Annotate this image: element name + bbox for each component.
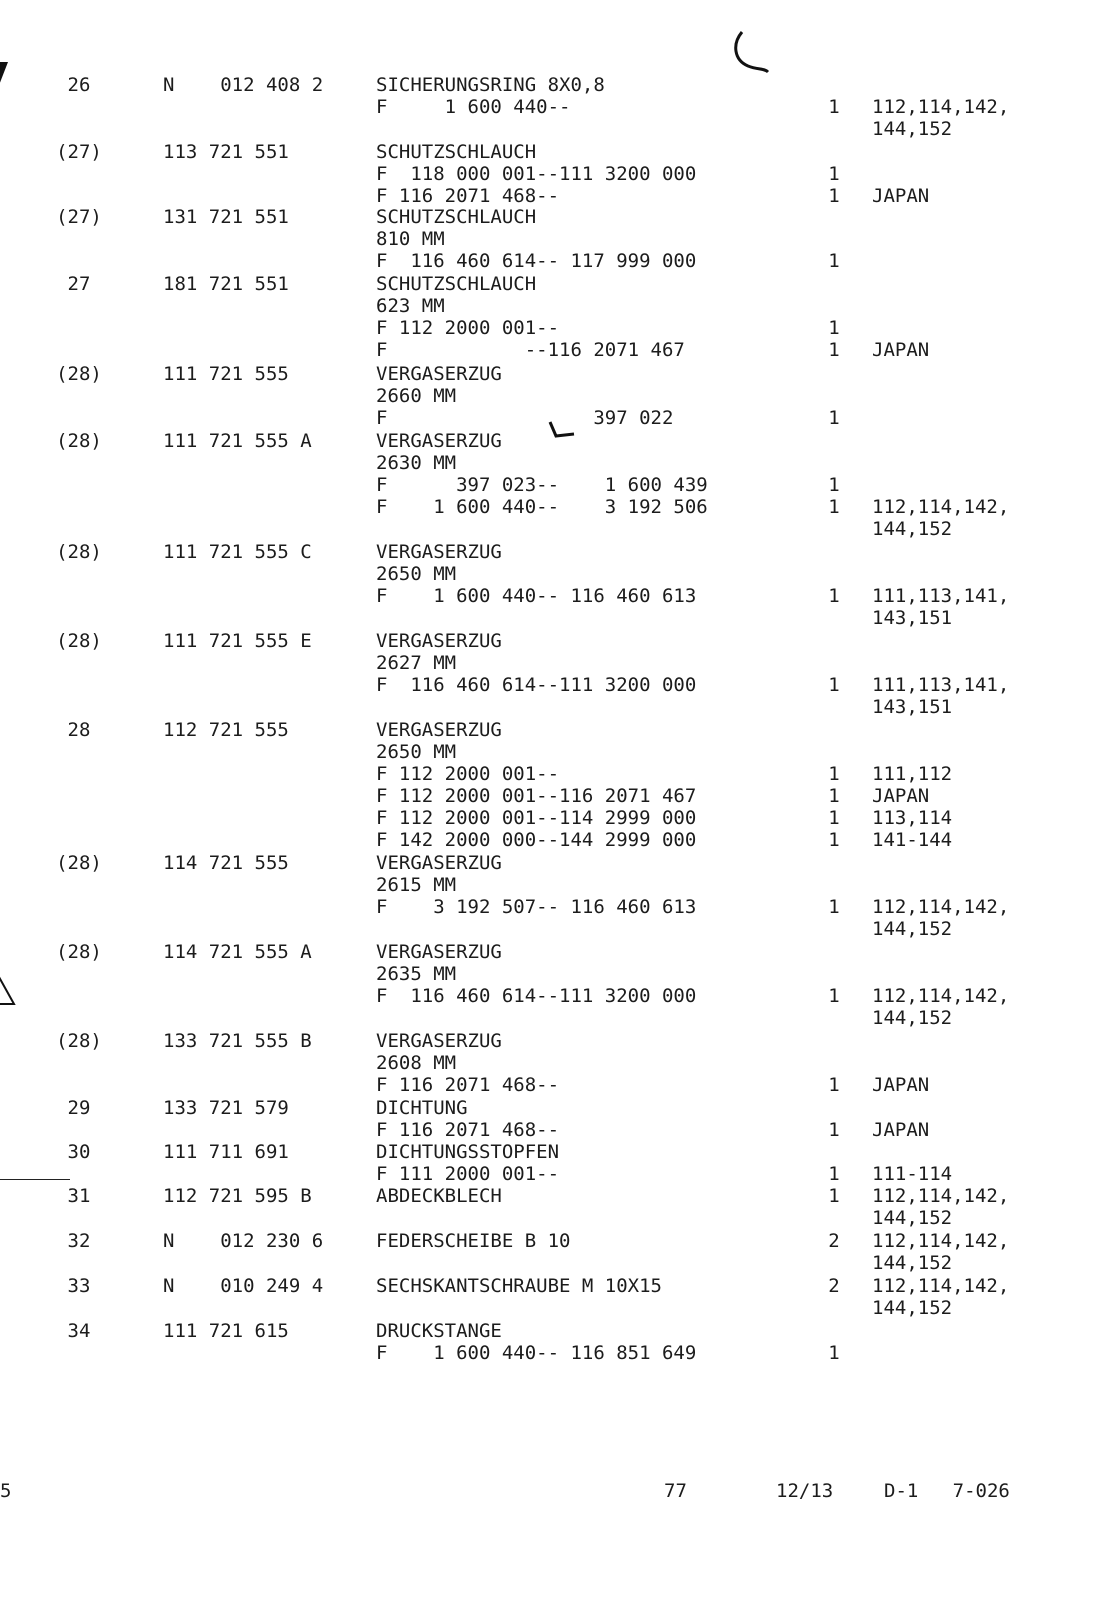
entry-line <box>0 1230 1109 1252</box>
entry-line <box>0 385 1109 407</box>
parts-entry <box>0 1320 1109 1364</box>
model-note: 144,152 <box>872 1207 953 1229</box>
part-description: F 112 2000 001-- <box>376 763 560 785</box>
part-number: 111 711 691 <box>163 1141 289 1163</box>
entry-line <box>0 163 1109 185</box>
entry-line <box>0 1097 1109 1119</box>
part-description: 2660 MM <box>376 385 457 407</box>
part-description: VERGASERZUG <box>376 630 502 652</box>
item-position: 32 <box>67 1230 91 1252</box>
parts-entry <box>0 941 1109 1029</box>
part-number: 112 721 555 <box>163 719 289 741</box>
entry-line <box>0 1185 1109 1207</box>
parts-entry <box>0 1030 1109 1096</box>
part-description: F 112 2000 001--114 2999 000 <box>376 807 697 829</box>
entry-line <box>0 741 1109 763</box>
part-number: 114 721 555 A <box>163 941 312 963</box>
quantity: 1 <box>828 1119 840 1141</box>
entry-line <box>0 1275 1109 1297</box>
part-number: 131 721 551 <box>163 206 289 228</box>
part-description: F 116 2071 468-- <box>376 185 560 207</box>
part-number: N 012 230 6 <box>163 1230 324 1252</box>
entry-line <box>0 719 1109 741</box>
parts-entry <box>0 430 1109 540</box>
part-description: SCHUTZSCHLAUCH <box>376 273 537 295</box>
entry-line <box>0 696 1109 718</box>
quantity: 1 <box>828 785 840 807</box>
entry-line <box>0 763 1109 785</box>
parts-entry <box>0 141 1109 207</box>
quantity: 2 <box>828 1275 840 1297</box>
parts-entry <box>0 719 1109 851</box>
model-note: 111,113,141, <box>872 674 1010 696</box>
entry-line <box>0 228 1109 250</box>
parts-entry <box>0 1185 1109 1229</box>
quantity: 2 <box>828 1230 840 1252</box>
part-description: DRUCKSTANGE <box>376 1320 502 1342</box>
model-note: 113,114 <box>872 807 953 829</box>
entry-line <box>0 985 1109 1007</box>
model-note: 112,114,142, <box>872 896 1010 918</box>
quantity: 1 <box>828 674 840 696</box>
parts-entry <box>0 1097 1109 1141</box>
part-number: 113 721 551 <box>163 141 289 163</box>
item-position: (27) <box>56 141 102 163</box>
quantity: 1 <box>828 407 840 429</box>
part-number: 181 721 551 <box>163 273 289 295</box>
part-number: 111 721 555 <box>163 363 289 385</box>
part-description: VERGASERZUG <box>376 430 502 452</box>
model-note: 112,114,142, <box>872 1230 1010 1252</box>
item-position: 26 <box>67 74 91 96</box>
quantity: 1 <box>828 896 840 918</box>
entry-line <box>0 363 1109 385</box>
quantity: 1 <box>828 474 840 496</box>
entry-line <box>0 1163 1109 1185</box>
entry-line <box>0 96 1109 118</box>
entry-line <box>0 518 1109 540</box>
part-description: 810 MM <box>376 228 445 250</box>
part-number: 114 721 555 <box>163 852 289 874</box>
part-description: 2635 MM <box>376 963 457 985</box>
entry-line <box>0 339 1109 361</box>
part-description: FEDERSCHEIBE B 10 <box>376 1230 571 1252</box>
part-description: 2608 MM <box>376 1052 457 1074</box>
model-note: 111-114 <box>872 1163 953 1185</box>
parts-entry <box>0 1275 1109 1319</box>
part-number: 133 721 579 <box>163 1097 289 1119</box>
part-description: 2650 MM <box>376 741 457 763</box>
item-position: 27 <box>67 273 91 295</box>
parts-entry <box>0 630 1109 718</box>
entry-line <box>0 141 1109 163</box>
entry-line <box>0 941 1109 963</box>
entry-line <box>0 563 1109 585</box>
item-position: 28 <box>67 719 91 741</box>
part-number: 111 721 555 C <box>163 541 312 563</box>
part-description: VERGASERZUG <box>376 363 502 385</box>
part-description: 2630 MM <box>376 452 457 474</box>
model-note: 143,151 <box>872 607 953 629</box>
entry-line <box>0 317 1109 339</box>
model-note: JAPAN <box>872 785 930 807</box>
part-description: F 112 2000 001--116 2071 467 <box>376 785 697 807</box>
part-description: DICHTUNGSSTOPFEN <box>376 1141 560 1163</box>
entry-line <box>0 807 1109 829</box>
entry-line <box>0 452 1109 474</box>
entry-line <box>0 652 1109 674</box>
part-description: DICHTUNG <box>376 1097 468 1119</box>
model-note: 112,114,142, <box>872 1275 1010 1297</box>
quantity: 1 <box>828 1074 840 1096</box>
entry-line <box>0 852 1109 874</box>
entry-line <box>0 607 1109 629</box>
part-description: 2650 MM <box>376 563 457 585</box>
entry-line <box>0 206 1109 228</box>
model-note: 144,152 <box>872 1007 953 1029</box>
entry-line <box>0 118 1109 140</box>
page-footer <box>0 1480 1109 1504</box>
quantity: 1 <box>828 250 840 272</box>
part-description: F 1 600 440-- 3 192 506 <box>376 496 708 518</box>
model-note: 112,114,142, <box>872 985 1010 1007</box>
entry-line <box>0 674 1109 696</box>
model-note: 112,114,142, <box>872 96 1010 118</box>
item-position: (28) <box>56 363 102 385</box>
part-description: F 1 600 440-- 116 851 649 <box>376 1342 697 1364</box>
model-note: 112,114,142, <box>872 496 1010 518</box>
quantity: 1 <box>828 985 840 1007</box>
part-description: F 116 460 614-- 117 999 000 <box>376 250 697 272</box>
part-description: F 111 2000 001-- <box>376 1163 560 1185</box>
part-number: 111 721 555 A <box>163 430 312 452</box>
quantity: 1 <box>828 585 840 607</box>
entry-line <box>0 430 1109 452</box>
quantity: 1 <box>828 763 840 785</box>
part-description: F 142 2000 000--144 2999 000 <box>376 829 697 851</box>
model-note: JAPAN <box>872 1074 930 1096</box>
item-position: 31 <box>67 1185 91 1207</box>
part-number: N 012 408 2 <box>163 74 324 96</box>
footer-date: 12/13 <box>776 1480 834 1502</box>
part-number: 112 721 595 B <box>163 1185 312 1207</box>
model-note: JAPAN <box>872 339 930 361</box>
model-note: 143,151 <box>872 696 953 718</box>
quantity: 1 <box>828 1185 840 1207</box>
part-description: F 118 000 001--111 3200 000 <box>376 163 697 185</box>
parts-entry <box>0 1141 1109 1185</box>
parts-entry <box>0 1230 1109 1274</box>
part-description: F 116 460 614--111 3200 000 <box>376 674 697 696</box>
parts-entry <box>0 206 1109 272</box>
item-position: (28) <box>56 852 102 874</box>
entry-line <box>0 185 1109 207</box>
quantity: 1 <box>828 829 840 851</box>
part-description: F 116 2071 468-- <box>376 1119 560 1141</box>
part-description: F 116 460 614--111 3200 000 <box>376 985 697 1007</box>
item-position: (28) <box>56 541 102 563</box>
quantity: 1 <box>828 496 840 518</box>
entry-line <box>0 785 1109 807</box>
entry-line <box>0 407 1109 429</box>
model-note: JAPAN <box>872 1119 930 1141</box>
entry-line <box>0 74 1109 96</box>
part-description: F 1 600 440-- <box>376 96 571 118</box>
item-position: (28) <box>56 941 102 963</box>
part-number: 111 721 615 <box>163 1320 289 1342</box>
model-note: 144,152 <box>872 1252 953 1274</box>
part-description: VERGASERZUG <box>376 852 502 874</box>
model-note: 112,114,142, <box>872 1185 1010 1207</box>
parts-entry <box>0 273 1109 361</box>
model-note: JAPAN <box>872 185 930 207</box>
entry-line <box>0 474 1109 496</box>
model-note: 111,112 <box>872 763 953 785</box>
part-description: VERGASERZUG <box>376 1030 502 1052</box>
part-description: F 116 2071 468-- <box>376 1074 560 1096</box>
entry-line <box>0 295 1109 317</box>
entry-line <box>0 1320 1109 1342</box>
item-position: 29 <box>67 1097 91 1119</box>
part-description: 2627 MM <box>376 652 457 674</box>
quantity: 1 <box>828 339 840 361</box>
entry-line <box>0 585 1109 607</box>
parts-entry <box>0 363 1109 429</box>
entry-line <box>0 1074 1109 1096</box>
model-note: 144,152 <box>872 518 953 540</box>
entry-line <box>0 1297 1109 1319</box>
entry-line <box>0 1007 1109 1029</box>
quantity: 1 <box>828 1342 840 1364</box>
part-description: ABDECKBLECH <box>376 1185 502 1207</box>
entry-line <box>0 250 1109 272</box>
part-description: F 397 023-- 1 600 439 <box>376 474 708 496</box>
part-description: F --116 2071 467 <box>376 339 685 361</box>
part-description: VERGASERZUG <box>376 541 502 563</box>
page-number: 77 <box>664 1480 687 1502</box>
entry-line <box>0 896 1109 918</box>
part-description: 2615 MM <box>376 874 457 896</box>
item-position: (27) <box>56 206 102 228</box>
parts-entry <box>0 541 1109 629</box>
entry-line <box>0 829 1109 851</box>
quantity: 1 <box>828 317 840 339</box>
part-description: F 112 2000 001-- <box>376 317 560 339</box>
model-note: 144,152 <box>872 1297 953 1319</box>
part-description: VERGASERZUG <box>376 941 502 963</box>
part-description: F 3 192 507-- 116 460 613 <box>376 896 697 918</box>
parts-entry <box>0 74 1109 140</box>
entry-line <box>0 918 1109 940</box>
model-note: 144,152 <box>872 118 953 140</box>
part-description: 623 MM <box>376 295 445 317</box>
item-position: (28) <box>56 430 102 452</box>
entry-line <box>0 1252 1109 1274</box>
quantity: 1 <box>828 163 840 185</box>
entry-line <box>0 1030 1109 1052</box>
item-position: 34 <box>67 1320 91 1342</box>
part-description: VERGASERZUG <box>376 719 502 741</box>
entry-line <box>0 273 1109 295</box>
part-number: 111 721 555 E <box>163 630 312 652</box>
model-note: 144,152 <box>872 918 953 940</box>
item-position: (28) <box>56 630 102 652</box>
item-position: 30 <box>67 1141 91 1163</box>
part-description: F 397 022 <box>376 407 674 429</box>
parts-entry <box>0 852 1109 940</box>
entry-line <box>0 963 1109 985</box>
entry-line <box>0 874 1109 896</box>
footer-left-fragment: 5 <box>0 1480 12 1502</box>
footer-code: D-1 7-026 <box>884 1480 1010 1502</box>
part-number: N 010 249 4 <box>163 1275 324 1297</box>
entry-line <box>0 1119 1109 1141</box>
quantity: 1 <box>828 1163 840 1185</box>
entry-line <box>0 541 1109 563</box>
item-position: 33 <box>67 1275 91 1297</box>
entry-line <box>0 1342 1109 1364</box>
part-description: F 1 600 440-- 116 460 613 <box>376 585 697 607</box>
part-description: SCHUTZSCHLAUCH <box>376 206 537 228</box>
quantity: 1 <box>828 807 840 829</box>
entry-line <box>0 1207 1109 1229</box>
part-description: SECHSKANTSCHRAUBE M 10X15 <box>376 1275 662 1297</box>
entry-line <box>0 1052 1109 1074</box>
model-note: 111,113,141, <box>872 585 1010 607</box>
item-position: (28) <box>56 1030 102 1052</box>
part-number: 133 721 555 B <box>163 1030 312 1052</box>
quantity: 1 <box>828 96 840 118</box>
entry-line <box>0 630 1109 652</box>
part-description: SCHUTZSCHLAUCH <box>376 141 537 163</box>
quantity: 1 <box>828 185 840 207</box>
entry-line <box>0 496 1109 518</box>
model-note: 141-144 <box>872 829 953 851</box>
entry-line <box>0 1141 1109 1163</box>
part-description: SICHERUNGSRING 8X0,8 <box>376 74 605 96</box>
